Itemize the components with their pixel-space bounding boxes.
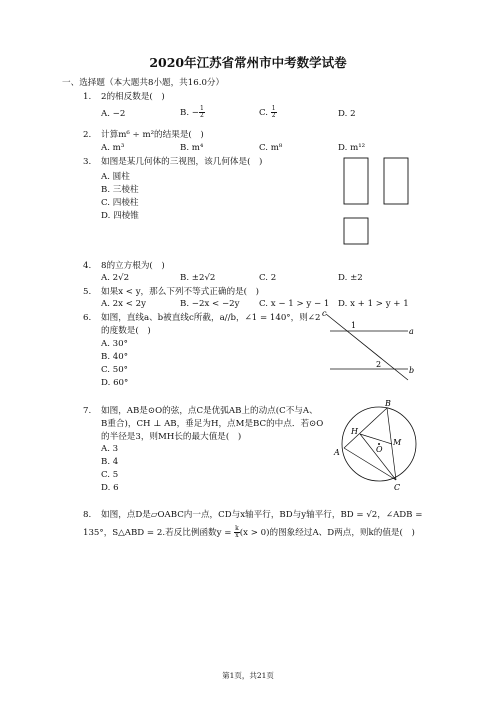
q2-option-c[interactable]: C. m⁸ xyxy=(259,143,283,153)
label-a: A xyxy=(334,448,340,457)
q5-option-a[interactable]: A. 2x < 2y xyxy=(101,299,146,309)
side-view-rect xyxy=(384,158,408,204)
q7-option-a[interactable]: A. 3 xyxy=(101,444,119,454)
q3-number: 3. xyxy=(83,157,92,167)
parallel-lines-figure xyxy=(320,310,420,385)
q8-stem-line2: 135°，S△ABD = 2.若反比例函数y = $\frac{k}{x}$ (x > 0)的图象经过A、D两点，则k的值是( ) xyxy=(83,525,415,539)
label-h: H xyxy=(351,427,358,436)
label-c: C xyxy=(394,483,401,492)
q3-option-b[interactable]: B. 三棱柱 xyxy=(101,185,139,195)
segment-hm xyxy=(360,434,392,444)
q5-option-c[interactable]: C. x − 1 > y − 1 xyxy=(259,299,330,309)
q6-option-b[interactable]: B. 40° xyxy=(101,352,129,362)
top-view-rect xyxy=(344,218,368,244)
label-angle1: 1 xyxy=(351,321,357,330)
segment-ac xyxy=(344,448,396,480)
q4-option-b[interactable]: B. ±2√2 xyxy=(180,273,216,283)
q1-option-a[interactable]: A. −2 xyxy=(101,109,126,119)
q2-option-b[interactable]: B. m⁴ xyxy=(180,143,204,153)
label-m: M xyxy=(393,438,402,447)
label-o: O xyxy=(376,445,383,454)
three-view-figure xyxy=(340,158,415,248)
q8-stem-line1: 如图，点D是▱OABC内一点，CD与x轴平行，BD与y轴平行，BD = √2，∠ADB = xyxy=(101,510,423,520)
q3-stem: 如图是某几何体的三视图，该几何体是( ) xyxy=(101,157,263,167)
q7-number: 7. xyxy=(83,406,92,416)
segment-ch xyxy=(360,434,396,480)
q4-option-d[interactable]: D. ±2 xyxy=(338,273,363,283)
q4-option-a[interactable]: A. 2√2 xyxy=(101,273,130,283)
page-title: 2020年江苏省常州市中考数学试卷 xyxy=(149,55,347,70)
q6-stem-line2: 的度数是( ) xyxy=(101,326,151,336)
line-c xyxy=(326,314,408,380)
circle-figure xyxy=(330,398,420,493)
q6-stem-line1: 如图，直线a、b被直线c所截，a//b，∠1 = 140°，则∠2 xyxy=(101,313,321,323)
q6-option-a[interactable]: A. 30° xyxy=(101,339,128,349)
label-b: B xyxy=(385,399,391,408)
q1-option-b[interactable]: B. − $\frac{1}{2}$ xyxy=(180,105,204,119)
q8-number: 8. xyxy=(83,510,92,520)
label-b: b xyxy=(409,366,415,375)
q7-stem-line1: 如图，AB是⊙O的弦，点C是优弧AB上的动点(C不与A、 xyxy=(101,406,318,416)
q7-option-d[interactable]: D. 6 xyxy=(101,483,119,493)
q6-number: 6. xyxy=(83,313,92,323)
q7-stem-line3: 的半径是3，则MH长的最大值是( ) xyxy=(101,432,242,442)
q4-stem: 8的立方根为( ) xyxy=(101,261,165,271)
q5-number: 5. xyxy=(83,287,92,297)
q7-option-c[interactable]: C. 5 xyxy=(101,470,119,480)
q3-option-c[interactable]: C. 四棱柱 xyxy=(101,198,139,208)
label-a: a xyxy=(409,327,414,336)
q1-option-c[interactable]: C. $\frac{1}{2}$ xyxy=(259,105,276,119)
q6-option-d[interactable]: D. 60° xyxy=(101,378,129,388)
q8-fraction: $\frac{k}{x}$ xyxy=(235,525,239,539)
q2-option-d[interactable]: D. m¹² xyxy=(338,143,366,153)
q3-option-a[interactable]: A. 圆柱 xyxy=(101,172,130,182)
q1-option-d[interactable]: D. 2 xyxy=(338,109,356,119)
q2-number: 2. xyxy=(83,130,92,140)
label-c: c xyxy=(322,309,327,318)
section-heading: 一、选择题（本大题共8小题，共16.0分） xyxy=(62,78,225,88)
q4-option-c[interactable]: C. 2 xyxy=(259,273,277,283)
q7-option-b[interactable]: B. 4 xyxy=(101,457,119,467)
q6-option-c[interactable]: C. 50° xyxy=(101,365,128,375)
front-view-rect xyxy=(344,158,368,204)
q4-number: 4. xyxy=(83,261,92,271)
q3-option-d[interactable]: D. 四棱锥 xyxy=(101,211,139,221)
q1-number: 1. xyxy=(83,92,92,102)
q5-option-b[interactable]: B. −2x < −2y xyxy=(180,299,240,309)
q2-stem: 计算m⁶ ÷ m²的结果是( ) xyxy=(101,130,204,140)
q5-stem: 如果x < y，那么下列不等式正确的是( ) xyxy=(101,287,259,297)
label-angle2: 2 xyxy=(376,360,382,369)
q7-stem-line2: B重合)，CH ⊥ AB，垂足为H，点M是BC的中点．若⊙O xyxy=(101,419,324,429)
q1-stem: 2的相反数是( ) xyxy=(101,92,165,102)
q2-option-a[interactable]: A. m³ xyxy=(101,143,125,153)
page-footer: 第1页，共21页 xyxy=(222,671,274,680)
q5-option-d[interactable]: D. x + 1 > y + 1 xyxy=(338,299,409,309)
